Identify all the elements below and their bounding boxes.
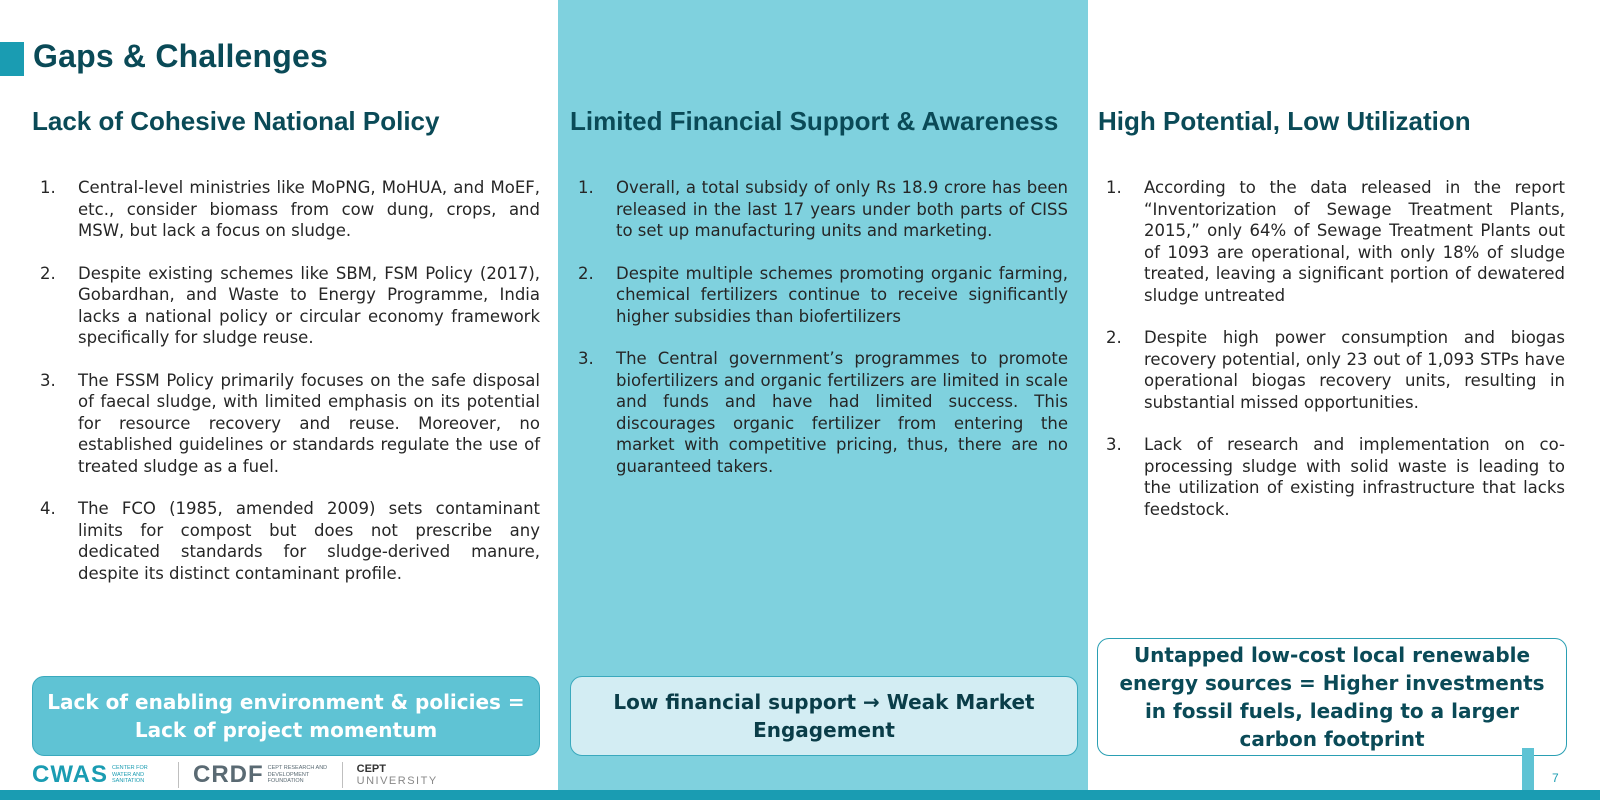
cwas-logo: CWAS <box>32 761 108 788</box>
bottom-accent-bar <box>0 790 1600 800</box>
list-item: 2. Despite existing schemes like SBM, FSM Policy (2017), Gobardhan, and Waste to Energy Programme, India lacks a national policy or circular economy framework specifically for sludge reuse. <box>40 263 540 347</box>
callout-finance: Low financial support → Weak Market Engagement <box>570 676 1078 756</box>
column-policy <box>32 106 540 136</box>
cept-logo <box>357 763 438 787</box>
list-item: 1. Overall, a total subsidy of only Rs 18.9 crore has been released in the last 17 years under both parts of CISS to set up manufacturing units and marketing. <box>578 178 1068 240</box>
finance-list <box>570 177 1068 498</box>
column-finance <box>570 106 1075 136</box>
crdf-logo: CRDF <box>193 761 264 788</box>
cept-logo-line2: UNIVERSITY <box>356 775 438 787</box>
list-item: 4. The FCO (1985, amended 2009) sets contaminant limits for compost but does not prescribe any dedicated standards for sludge-derived manure, despite its distinct contaminant profile. <box>40 499 540 583</box>
column-heading-finance: Limited Financial Support & Awareness <box>570 106 1059 136</box>
utilization-list <box>1098 177 1565 541</box>
list-item: 2. Despite multiple schemes promoting organic farming, chemical fertilizers continue to receive significantly higher subsidies than biofertilizers <box>578 263 1068 326</box>
column-utilization <box>1098 106 1568 136</box>
list-item: 3. Lack of research and implementation on co-processing sludge with solid waste is leading to the utilization of existing infrastructure that lacks feedstock. <box>1106 435 1565 519</box>
page-title: Gaps & Challenges <box>33 38 329 74</box>
list-item: 1. According to the data released in the report “Inventorization of Sewage Treatment Plants, 2015,” only 64% of Sewage Treatment Plants out of 1093 are operational, with only 18% of sludge treated, leaving a significant portion of dewatered sludge untreated <box>1106 178 1565 305</box>
callout-utilization: Untapped low-cost local renewable energy sources = Higher investments in fossil fuels, leading to a larger carbon footprint <box>1097 638 1567 756</box>
cept-logo-line1: CEPT <box>356 763 386 775</box>
column-heading-policy: Lack of Cohesive National Policy <box>32 106 440 136</box>
footer-logos <box>32 762 438 788</box>
list-item: 1. Central-level ministries like MoPNG, MoHUA, and MoEF, etc., consider biomass from cow dung, crops, and MSW, but lack a focus on sludge. <box>40 178 540 240</box>
cwas-logo-subtitle: CENTER FOR WATER AND SANITATION <box>112 765 148 785</box>
policy-list <box>32 177 540 605</box>
logo-divider <box>178 762 179 788</box>
page-number: 7 <box>1552 771 1559 785</box>
logo-divider <box>342 762 343 788</box>
list-item: 3. The Central government’s programmes to promote biofertilizers and organic fertilizers are limited in scale and funds and have had limited success. This discourages organic fertilizer from entering the market with competitive pricing, thus, there are no guaranteed takers. <box>578 349 1068 476</box>
crdf-logo-subtitle: CEPT RESEARCH AND DEVELOPMENT FOUNDATION <box>267 765 328 785</box>
page-accent-marker <box>1522 748 1534 792</box>
list-item: 3. The FSSM Policy primarily focuses on the safe disposal of faecal sludge, with limited emphasis on its potential for resource recovery and reuse. Moreover, no established guidelines or standards regulate the use of treated sludge as a fuel. <box>40 370 540 476</box>
callout-policy: Lack of enabling environment & policies = Lack of project momentum <box>32 676 540 756</box>
column-heading-utilization: High Potential, Low Utilization <box>1098 106 1471 136</box>
list-item: 2. Despite high power consumption and biogas recovery potential, only 23 out of 1,093 STPs have operational biogas recovery units, resulting in substantial missed opportunities. <box>1106 328 1565 412</box>
title-accent-marker <box>0 42 24 76</box>
